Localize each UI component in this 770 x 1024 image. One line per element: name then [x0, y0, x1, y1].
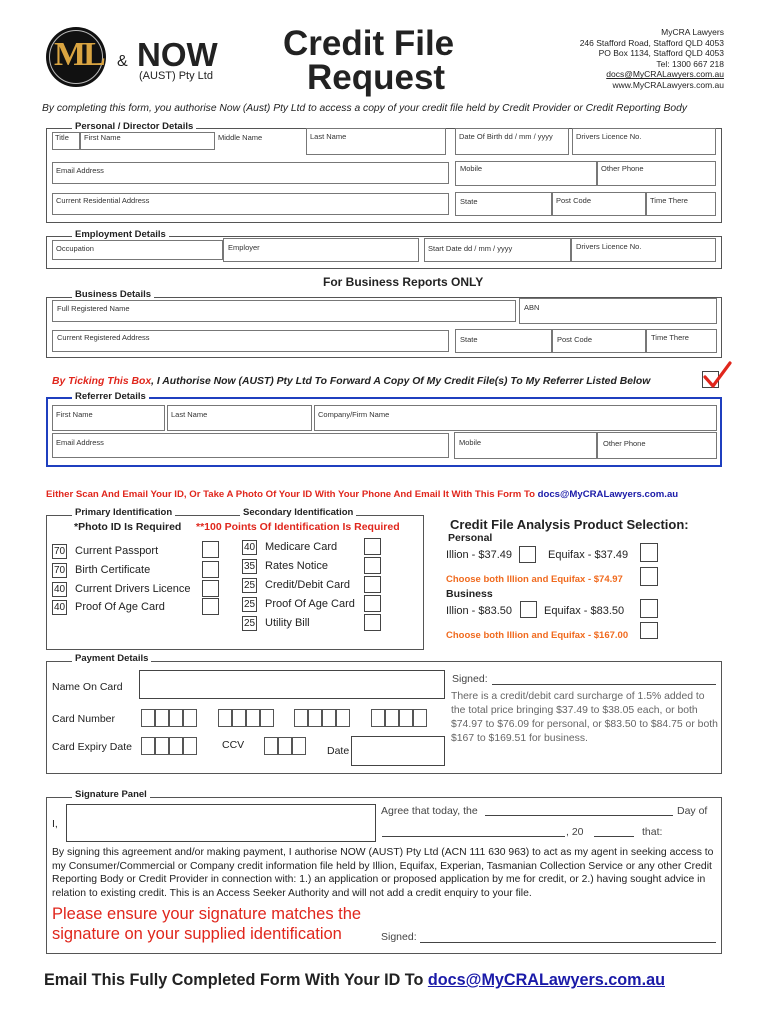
id-label: Current Passport — [75, 545, 159, 557]
contact-block — [580, 27, 724, 91]
id-checkbox[interactable] — [364, 576, 381, 593]
referrer-section-title: Referrer Details — [72, 391, 149, 402]
business-address-label: Current Registered Address — [57, 333, 150, 342]
name-on-card-field[interactable] — [139, 670, 445, 699]
contact-tel: Tel: 1300 667 218 — [656, 58, 724, 69]
personal-both-checkbox[interactable] — [640, 567, 658, 586]
points-box: 35 — [243, 561, 256, 572]
referrer-company-label: Company/Firm Name — [318, 410, 390, 419]
day-of-text: Day of — [677, 805, 708, 817]
title-label: Title — [55, 133, 69, 142]
personal-equifax-checkbox[interactable] — [640, 543, 658, 562]
id-label: Proof Of Age Card — [75, 601, 165, 613]
surcharge-note: There is a credit/debit card surcharge of 1.5% added to the total price bringing $37.49 to $38.05 each, or both $74.97 to $76.09 for personal, or $83.50 to $84.75 or both $167 to $169.51 for business. — [451, 691, 718, 744]
points-box: 40 — [243, 542, 256, 553]
contact-address1: 246 Stafford Road, Stafford QLD 4053 — [579, 37, 724, 48]
business-illion-label: Illion - $83.50 — [446, 605, 513, 617]
contact-address2: PO Box 1134, Stafford QLD 4053 — [598, 48, 724, 59]
signature-name-field[interactable] — [66, 804, 376, 842]
contact-email[interactable]: docs@MyCRALawyers.com.au — [606, 69, 724, 80]
employment-licence-label: Drivers Licence No. — [576, 242, 642, 251]
referrer-last-label: Last Name — [171, 410, 208, 419]
payment-signed-label: Signed: — [452, 673, 488, 685]
card-number-label: Card Number — [52, 713, 116, 725]
brand-ampersand: & — [117, 53, 128, 70]
business-section-title: Business Details — [72, 289, 154, 300]
id-checkbox[interactable] — [364, 614, 381, 631]
signature-i: I, — [52, 818, 58, 830]
points-required: **100 Points Of Identification Is Required — [196, 521, 400, 533]
month-line[interactable] — [382, 836, 565, 837]
brand-name: NOW — [137, 36, 218, 73]
signature-section-title: Signature Panel — [72, 789, 150, 800]
points-box: 40 — [53, 602, 66, 613]
authority-text: By signing this agreement and/or making payment, I authorise NOW (AUST) Pty Ltd (ACN 111 630 963) to act as my agent in seeking access to my Consumer/Commercial or Company credit information file held by Illion, Equifax, Experian, Tasmanian Collection Service or any other Credit Reporting Body or Credit Provider in connection with: 1.) an application or proposed application by me for credit, or 2.) having sought advice in relation to existing credit. This is an Access Seeker Authority and will not add a credit enquiry to your file. — [52, 847, 714, 899]
points-box: 70 — [53, 565, 66, 576]
email-label: Email Address — [56, 166, 104, 175]
business-equifax-label: Equifax - $83.50 — [544, 605, 625, 617]
state-label: State — [460, 197, 478, 206]
occupation-label: Occupation — [56, 244, 94, 253]
final-signature-line[interactable] — [420, 942, 716, 943]
business-heading-product: Business — [446, 588, 493, 600]
logo-text: ML — [54, 36, 103, 73]
time-there-label: Time There — [650, 196, 688, 205]
secondary-id-title: Secondary Identification — [240, 507, 356, 518]
day-line[interactable] — [485, 815, 673, 816]
ccv-label: CCV — [222, 739, 245, 751]
points-box: 40 — [53, 584, 66, 595]
business-name-label: Full Registered Name — [57, 304, 130, 313]
address-label: Current Residential Address — [56, 196, 150, 205]
personal-equifax-label: Equifax - $37.49 — [548, 549, 629, 561]
id-checkbox[interactable] — [364, 595, 381, 612]
dob-label: Date Of Birth dd / mm / yyyy — [459, 132, 553, 141]
id-label: Credit/Debit Card — [265, 579, 350, 591]
signature-warning-line1: Please ensure your signature matches the — [52, 905, 362, 923]
product-title: Credit File Analysis Product Selection: — [450, 517, 689, 532]
points-box: 70 — [53, 546, 66, 557]
personal-heading: Personal — [448, 532, 493, 544]
scan-instruction — [46, 489, 678, 500]
id-label: Current Drivers Licence — [75, 583, 191, 595]
contact-web[interactable]: www.MyCRALawyers.com.au — [612, 79, 724, 90]
business-postcode-label: Post Code — [557, 335, 593, 344]
abn-field[interactable] — [519, 298, 717, 324]
name-on-card-label: Name On Card — [52, 681, 123, 693]
id-label: Medicare Card — [265, 541, 338, 553]
id-checkbox[interactable] — [364, 538, 381, 555]
logo — [46, 27, 106, 87]
points-box: 25 — [243, 599, 256, 610]
final-signed-label: Signed: — [381, 931, 417, 943]
referrer-email-field[interactable] — [52, 433, 449, 458]
business-both-checkbox[interactable] — [640, 622, 658, 639]
business-illion-checkbox[interactable] — [520, 601, 537, 618]
last-name-label: Last Name — [310, 132, 347, 141]
year-line[interactable] — [594, 836, 634, 837]
referrer-mobile-label: Mobile — [459, 438, 482, 447]
footer-text: Email This Fully Completed Form With Your ID To — [44, 971, 428, 989]
contact-name: MyCRA Lawyers — [661, 27, 724, 37]
postcode-label: Post Code — [556, 196, 592, 205]
id-label: Proof Of Age Card — [265, 598, 355, 610]
agree-text: Agree that today, the — [381, 805, 478, 817]
payment-date-label: Date — [327, 745, 350, 757]
id-checkbox[interactable] — [202, 561, 219, 578]
employment-section-title: Employment Details — [72, 229, 169, 240]
payment-signature-line[interactable] — [492, 684, 716, 685]
points-box: 25 — [243, 618, 256, 629]
payment-section-title: Payment Details — [72, 653, 151, 664]
referrer-first-label: First Name — [56, 410, 93, 419]
points-box: 25 — [243, 580, 256, 591]
referrer-tick-red: By Ticking This Box — [52, 376, 152, 387]
id-checkbox[interactable] — [202, 580, 219, 597]
id-label: Utility Bill — [265, 617, 310, 629]
first-name-label: First Name — [84, 133, 121, 142]
licence-label: Drivers Licence No. — [576, 132, 642, 141]
referrer-other-label: Other Phone — [603, 439, 646, 448]
personal-both-label: Choose both Illion and Equifax - $74.97 — [446, 574, 623, 585]
intro-text: By completing this form, you authorise Now (Aust) Pty Ltd to access a copy of your credit file held by Credit Provider or Credit Reporting Body — [42, 103, 687, 114]
business-heading: For Business Reports ONLY — [323, 275, 484, 289]
business-both-label: Choose both Illion and Equifax - $167.00 — [446, 630, 629, 641]
personal-section-title: Personal / Director Details — [72, 121, 196, 132]
referrer-authorise-text — [52, 376, 650, 387]
referrer-tick-rest: , I Authorise Now (AUST) Pty Ltd To Forward A Copy Of My Credit File(s) To My Referrer Listed Below — [151, 376, 651, 387]
personal-illion-checkbox[interactable] — [519, 546, 536, 563]
id-label: Birth Certificate — [75, 564, 151, 576]
signature-warning-line2: signature on your supplied identification — [52, 925, 342, 943]
business-time-label: Time There — [651, 333, 689, 342]
id-checkbox[interactable] — [202, 541, 219, 558]
payment-date-field[interactable] — [351, 736, 445, 766]
photo-id-required: *Photo ID Is Required — [74, 521, 182, 533]
referrer-email-label: Email Address — [56, 438, 104, 447]
form-title-line2: Request — [307, 58, 446, 97]
year-text: , 20 — [566, 826, 584, 838]
scan-email[interactable]: docs@MyCRALawyers.com.au — [537, 489, 679, 500]
id-checkbox[interactable] — [364, 557, 381, 574]
id-checkbox[interactable] — [202, 598, 219, 615]
form-title-line1: Credit File — [283, 24, 455, 63]
footer-instruction — [44, 971, 665, 990]
business-state-label: State — [460, 335, 478, 344]
abn-label: ABN — [524, 303, 540, 312]
brand-sub: (AUST) Pty Ltd — [139, 70, 213, 82]
tick-icon — [702, 361, 732, 389]
business-equifax-checkbox[interactable] — [640, 599, 658, 618]
scan-text: Either Scan And Email Your ID, Or Take A Photo Of Your ID With Your Phone And Email It With This Form To — [46, 489, 538, 500]
personal-illion-label: Illion - $37.49 — [446, 549, 513, 561]
start-date-label: Start Date dd / mm / yyyy — [428, 244, 513, 253]
footer-email[interactable]: docs@MyCRALawyers.com.au — [427, 971, 665, 989]
id-label: Rates Notice — [265, 560, 328, 572]
that-text: that: — [642, 826, 663, 838]
mobile-label: Mobile — [460, 164, 483, 173]
middle-name-label: Middle Name — [218, 133, 263, 142]
primary-id-title: Primary Identification — [72, 507, 175, 518]
expiry-label: Card Expiry Date — [52, 741, 132, 753]
email-field[interactable] — [52, 162, 449, 184]
employer-label: Employer — [228, 243, 260, 252]
other-phone-label: Other Phone — [601, 164, 644, 173]
